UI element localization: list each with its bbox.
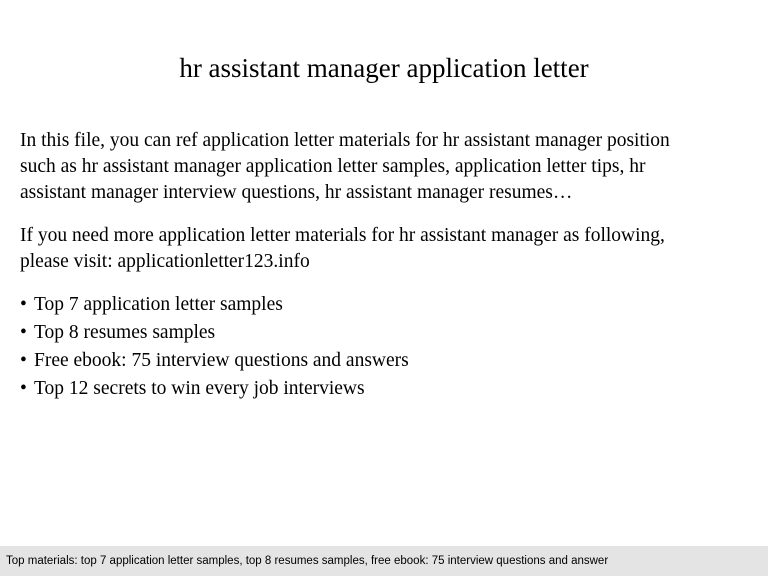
list-item-text: Top 12 secrets to win every job interviews: [34, 378, 365, 399]
intro-line: such as hr assistant manager application letter samples, application letter tips, hr: [20, 156, 646, 177]
materials-list: [20, 291, 409, 403]
list-item: [20, 319, 409, 347]
intro-line: In this file, you can ref application letter materials for hr assistant manager position: [20, 130, 670, 151]
list-item-text: Top 8 resumes samples: [34, 322, 216, 343]
visit-paragraph: [20, 223, 750, 275]
intro-line: assistant manager interview questions, hr assistant manager resumes…: [20, 182, 573, 203]
bullet-icon: •: [20, 350, 27, 371]
bullet-icon: •: [20, 378, 27, 399]
footer-bar: Top materials: top 7 application letter samples, top 8 resumes samples, free ebook: 75 interview questions and answer: [0, 546, 768, 576]
list-item: [20, 347, 409, 375]
page-title: hr assistant manager application letter: [179, 53, 589, 83]
list-item-text: Free ebook: 75 interview questions and answers: [34, 350, 409, 371]
list-item: [20, 291, 409, 319]
list-item-text: Top 7 application letter samples: [34, 294, 283, 315]
visit-line: If you need more application letter materials for hr assistant manager as following,: [20, 225, 665, 246]
visit-line: please visit: applicationletter123.info: [20, 251, 310, 272]
bullet-icon: •: [20, 322, 27, 343]
list-item: [20, 375, 409, 403]
bullet-icon: •: [20, 294, 27, 315]
intro-paragraph: [20, 128, 750, 206]
